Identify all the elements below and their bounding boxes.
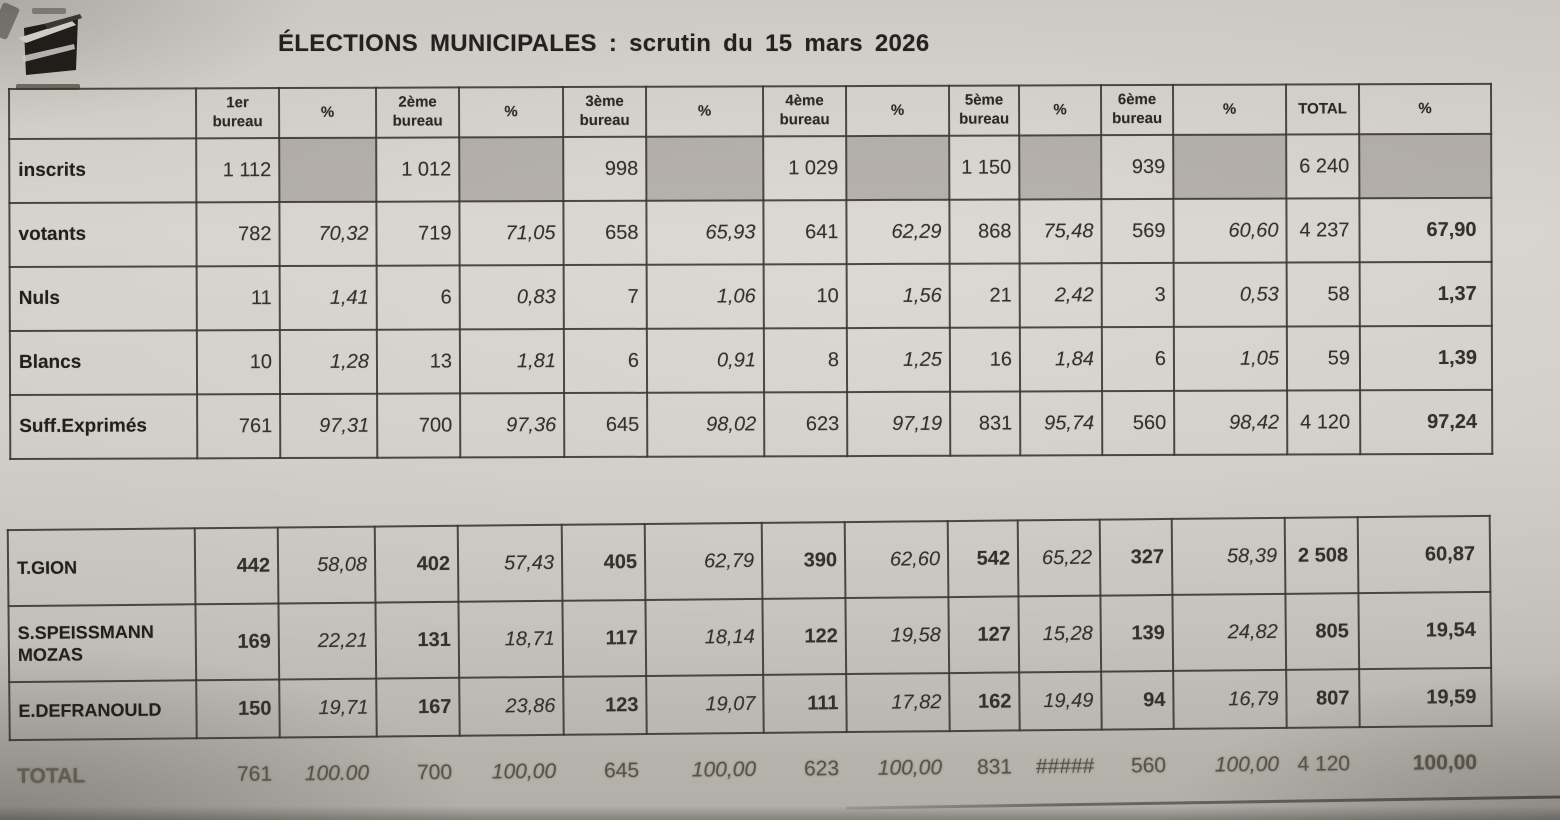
table-row xyxy=(9,134,1491,203)
value-cell: 1,25 xyxy=(847,328,950,392)
value-cell: 569 xyxy=(1101,199,1173,263)
value-cell: 998 xyxy=(563,137,646,201)
value-cell: 59 xyxy=(1287,326,1360,390)
value-cell: 58,08 xyxy=(278,527,376,604)
value-cell: ##### xyxy=(1035,754,1095,779)
value-cell: 1 150 xyxy=(949,135,1019,199)
value-cell: 17,82 xyxy=(846,673,950,732)
value-cell: 111 xyxy=(763,674,847,733)
value-cell: 16,79 xyxy=(1173,670,1287,729)
value-cell: 1 029 xyxy=(763,136,846,200)
column-header: % xyxy=(1019,85,1101,135)
table-row xyxy=(9,740,1491,800)
value-cell: 645 xyxy=(564,393,647,457)
row-label: Nuls xyxy=(10,266,197,331)
candidates-table xyxy=(7,515,1493,741)
value-cell: 658 xyxy=(563,201,646,265)
value-cell: 95,74 xyxy=(1020,391,1102,455)
value-cell: 100,00 xyxy=(1214,752,1280,777)
column-header: 4ème bureau xyxy=(763,86,846,136)
value-cell: 2,42 xyxy=(1020,263,1102,327)
column-header: 1er bureau xyxy=(196,88,279,138)
value-cell: 71,05 xyxy=(459,201,563,265)
value-cell: 75,48 xyxy=(1019,199,1101,263)
value-cell: 98,02 xyxy=(647,392,764,456)
value-cell: 94 xyxy=(1101,671,1174,730)
value-cell: 19,59 xyxy=(1359,668,1492,727)
value-cell: 1,56 xyxy=(847,264,950,328)
page-title: ÉLECTIONS MUNICIPALES : scrutin du 15 mars 2026 xyxy=(278,30,930,57)
total-row-table xyxy=(9,740,1491,800)
value-cell xyxy=(1173,135,1286,199)
value-cell: 4 120 xyxy=(1287,390,1360,454)
value-cell: 100,00 xyxy=(691,757,757,782)
value-cell: 0,83 xyxy=(460,265,564,329)
value-cell: 641 xyxy=(763,200,846,264)
table-row xyxy=(10,326,1492,395)
column-header: 5ème bureau xyxy=(949,85,1019,135)
value-cell: 807 xyxy=(1286,669,1360,728)
value-cell: 97,36 xyxy=(460,393,564,457)
value-cell: 0,53 xyxy=(1174,263,1287,327)
value-cell: 62,29 xyxy=(846,200,949,264)
corner-header-cell xyxy=(9,88,196,139)
row-label: E.DEFRANOULD xyxy=(9,680,197,740)
row-label: inscrits xyxy=(9,138,196,203)
value-cell: 719 xyxy=(376,201,459,265)
value-cell: 127 xyxy=(948,596,1019,673)
value-cell: 97,19 xyxy=(847,392,950,456)
value-cell: 169 xyxy=(195,604,279,681)
value-cell: 19,58 xyxy=(845,597,949,674)
value-cell: 623 xyxy=(764,392,847,456)
column-header: % xyxy=(279,88,376,138)
value-cell: 7 xyxy=(564,265,647,329)
table-row xyxy=(8,516,1491,606)
value-cell xyxy=(279,138,376,202)
value-cell: 1,28 xyxy=(280,330,377,394)
value-cell: 97,24 xyxy=(1360,390,1492,454)
table-body xyxy=(9,740,1491,800)
value-cell: 19,54 xyxy=(1358,592,1491,669)
value-cell: 1,37 xyxy=(1360,262,1492,326)
value-cell: 700 xyxy=(416,760,453,785)
value-cell: 6 xyxy=(564,329,647,393)
value-cell: 327 xyxy=(1100,519,1173,596)
column-header: % xyxy=(1359,84,1491,134)
value-cell: 6 xyxy=(1102,327,1174,391)
value-cell: 162 xyxy=(949,672,1020,731)
value-cell: 16 xyxy=(950,327,1020,391)
column-header: % xyxy=(459,87,563,137)
value-cell: 21 xyxy=(950,263,1020,327)
value-cell: 58,39 xyxy=(1172,518,1286,595)
value-cell: 139 xyxy=(1100,595,1173,672)
value-cell: 19,49 xyxy=(1019,672,1102,731)
column-header: 2ème bureau xyxy=(376,87,459,137)
value-cell: 402 xyxy=(375,526,459,603)
value-cell: 805 xyxy=(1285,593,1359,670)
value-cell: 1,81 xyxy=(460,329,564,393)
value-cell: 6 240 xyxy=(1286,134,1359,198)
column-header: 6ème bureau xyxy=(1101,85,1173,135)
row-label: Blancs xyxy=(10,330,197,395)
value-cell: 167 xyxy=(376,678,460,737)
value-cell: 1,41 xyxy=(280,266,377,330)
table-row xyxy=(8,592,1491,682)
row-label: T.GION xyxy=(8,528,196,606)
candidates-section xyxy=(7,515,1492,800)
value-cell: 700 xyxy=(377,393,460,457)
value-cell: 123 xyxy=(563,676,647,735)
value-cell: 65,93 xyxy=(646,200,763,264)
value-cell: 11 xyxy=(197,266,280,330)
value-cell xyxy=(846,136,949,200)
value-cell: 560 xyxy=(1102,391,1174,455)
value-cell: 3 xyxy=(1102,263,1174,327)
row-label: S.SPEISSMANN MOZAS xyxy=(8,604,196,682)
column-header: % xyxy=(1173,85,1286,135)
value-cell: 2 508 xyxy=(1285,517,1359,594)
value-cell: 67,90 xyxy=(1359,198,1491,262)
value-cell: 1 112 xyxy=(196,138,279,202)
value-cell: 6 xyxy=(377,265,460,329)
value-cell: 831 xyxy=(950,391,1020,455)
table-row xyxy=(10,262,1492,331)
value-cell xyxy=(646,136,763,200)
value-cell: 13 xyxy=(377,329,460,393)
value-cell: 939 xyxy=(1101,135,1173,199)
table-body xyxy=(9,134,1492,459)
row-label: votants xyxy=(9,202,196,267)
value-cell: 1,84 xyxy=(1020,327,1102,391)
results-summary-table xyxy=(8,83,1493,460)
column-header: TOTAL xyxy=(1286,84,1359,134)
value-cell: 19,71 xyxy=(279,679,377,738)
city-logo-icon xyxy=(14,4,86,101)
value-cell: 122 xyxy=(762,598,846,675)
value-cell: 100,00 xyxy=(1412,751,1478,775)
value-cell: 117 xyxy=(562,600,646,677)
value-cell: 782 xyxy=(196,202,279,266)
value-cell: 18,14 xyxy=(645,599,763,676)
value-cell: 761 xyxy=(236,762,273,786)
value-cell: 100,00 xyxy=(877,756,943,780)
value-cell: 405 xyxy=(562,524,646,601)
row-label: Suff.Exprimés xyxy=(10,394,197,459)
value-cell: 1,06 xyxy=(647,264,764,328)
column-header: % xyxy=(846,86,949,136)
value-cell: 57,43 xyxy=(458,525,563,602)
column-header: 3ème bureau xyxy=(563,87,646,137)
table-body xyxy=(8,516,1492,740)
value-cell: 60,87 xyxy=(1358,516,1491,593)
value-cell xyxy=(1359,134,1491,198)
value-cell: 831 xyxy=(976,755,1013,779)
value-cell: 98,42 xyxy=(1174,391,1287,455)
value-cell xyxy=(459,137,563,201)
value-cell: 623 xyxy=(803,757,840,781)
value-cell: 0,91 xyxy=(647,328,764,392)
value-cell: 24,82 xyxy=(1172,594,1286,671)
value-cell: 10 xyxy=(197,330,280,394)
value-cell: 4 237 xyxy=(1286,198,1359,262)
value-cell: 442 xyxy=(195,528,279,605)
value-cell: 62,79 xyxy=(645,523,763,600)
row-label: TOTAL xyxy=(16,764,86,788)
value-cell: 1,05 xyxy=(1174,327,1287,391)
value-cell: 60,60 xyxy=(1173,199,1286,263)
value-cell: 150 xyxy=(196,680,280,739)
value-cell: 761 xyxy=(197,394,280,458)
value-cell xyxy=(1019,135,1101,199)
value-cell: 10 xyxy=(764,264,847,328)
value-cell: 18,71 xyxy=(458,601,563,678)
value-cell: 22,21 xyxy=(278,603,376,680)
value-cell: 131 xyxy=(375,602,459,679)
photo-shadow xyxy=(0,806,1560,820)
value-cell: 1 012 xyxy=(376,137,459,201)
value-cell: 15,28 xyxy=(1018,596,1101,673)
value-cell: 560 xyxy=(1130,754,1167,778)
value-cell: 19,07 xyxy=(646,675,764,734)
value-cell: 1,39 xyxy=(1360,326,1492,390)
table-row xyxy=(9,198,1491,267)
value-cell: 65,22 xyxy=(1018,520,1101,597)
value-cell: 100.00 xyxy=(304,761,370,786)
value-cell: 58 xyxy=(1287,262,1360,326)
table-header xyxy=(9,84,1491,139)
value-cell: 390 xyxy=(762,522,846,599)
value-cell: 62,60 xyxy=(845,521,949,598)
value-cell: 100,00 xyxy=(491,759,557,784)
value-cell: 97,31 xyxy=(280,394,377,458)
value-cell: 4 120 xyxy=(1297,752,1351,776)
table-row xyxy=(10,390,1492,459)
column-header: % xyxy=(646,86,763,136)
value-cell: 868 xyxy=(949,199,1019,263)
header-row xyxy=(9,84,1491,139)
value-cell: 23,86 xyxy=(459,677,564,736)
value-cell: 542 xyxy=(948,520,1019,597)
value-cell: 70,32 xyxy=(279,202,376,266)
value-cell: 8 xyxy=(764,328,847,392)
value-cell: 645 xyxy=(603,759,640,783)
